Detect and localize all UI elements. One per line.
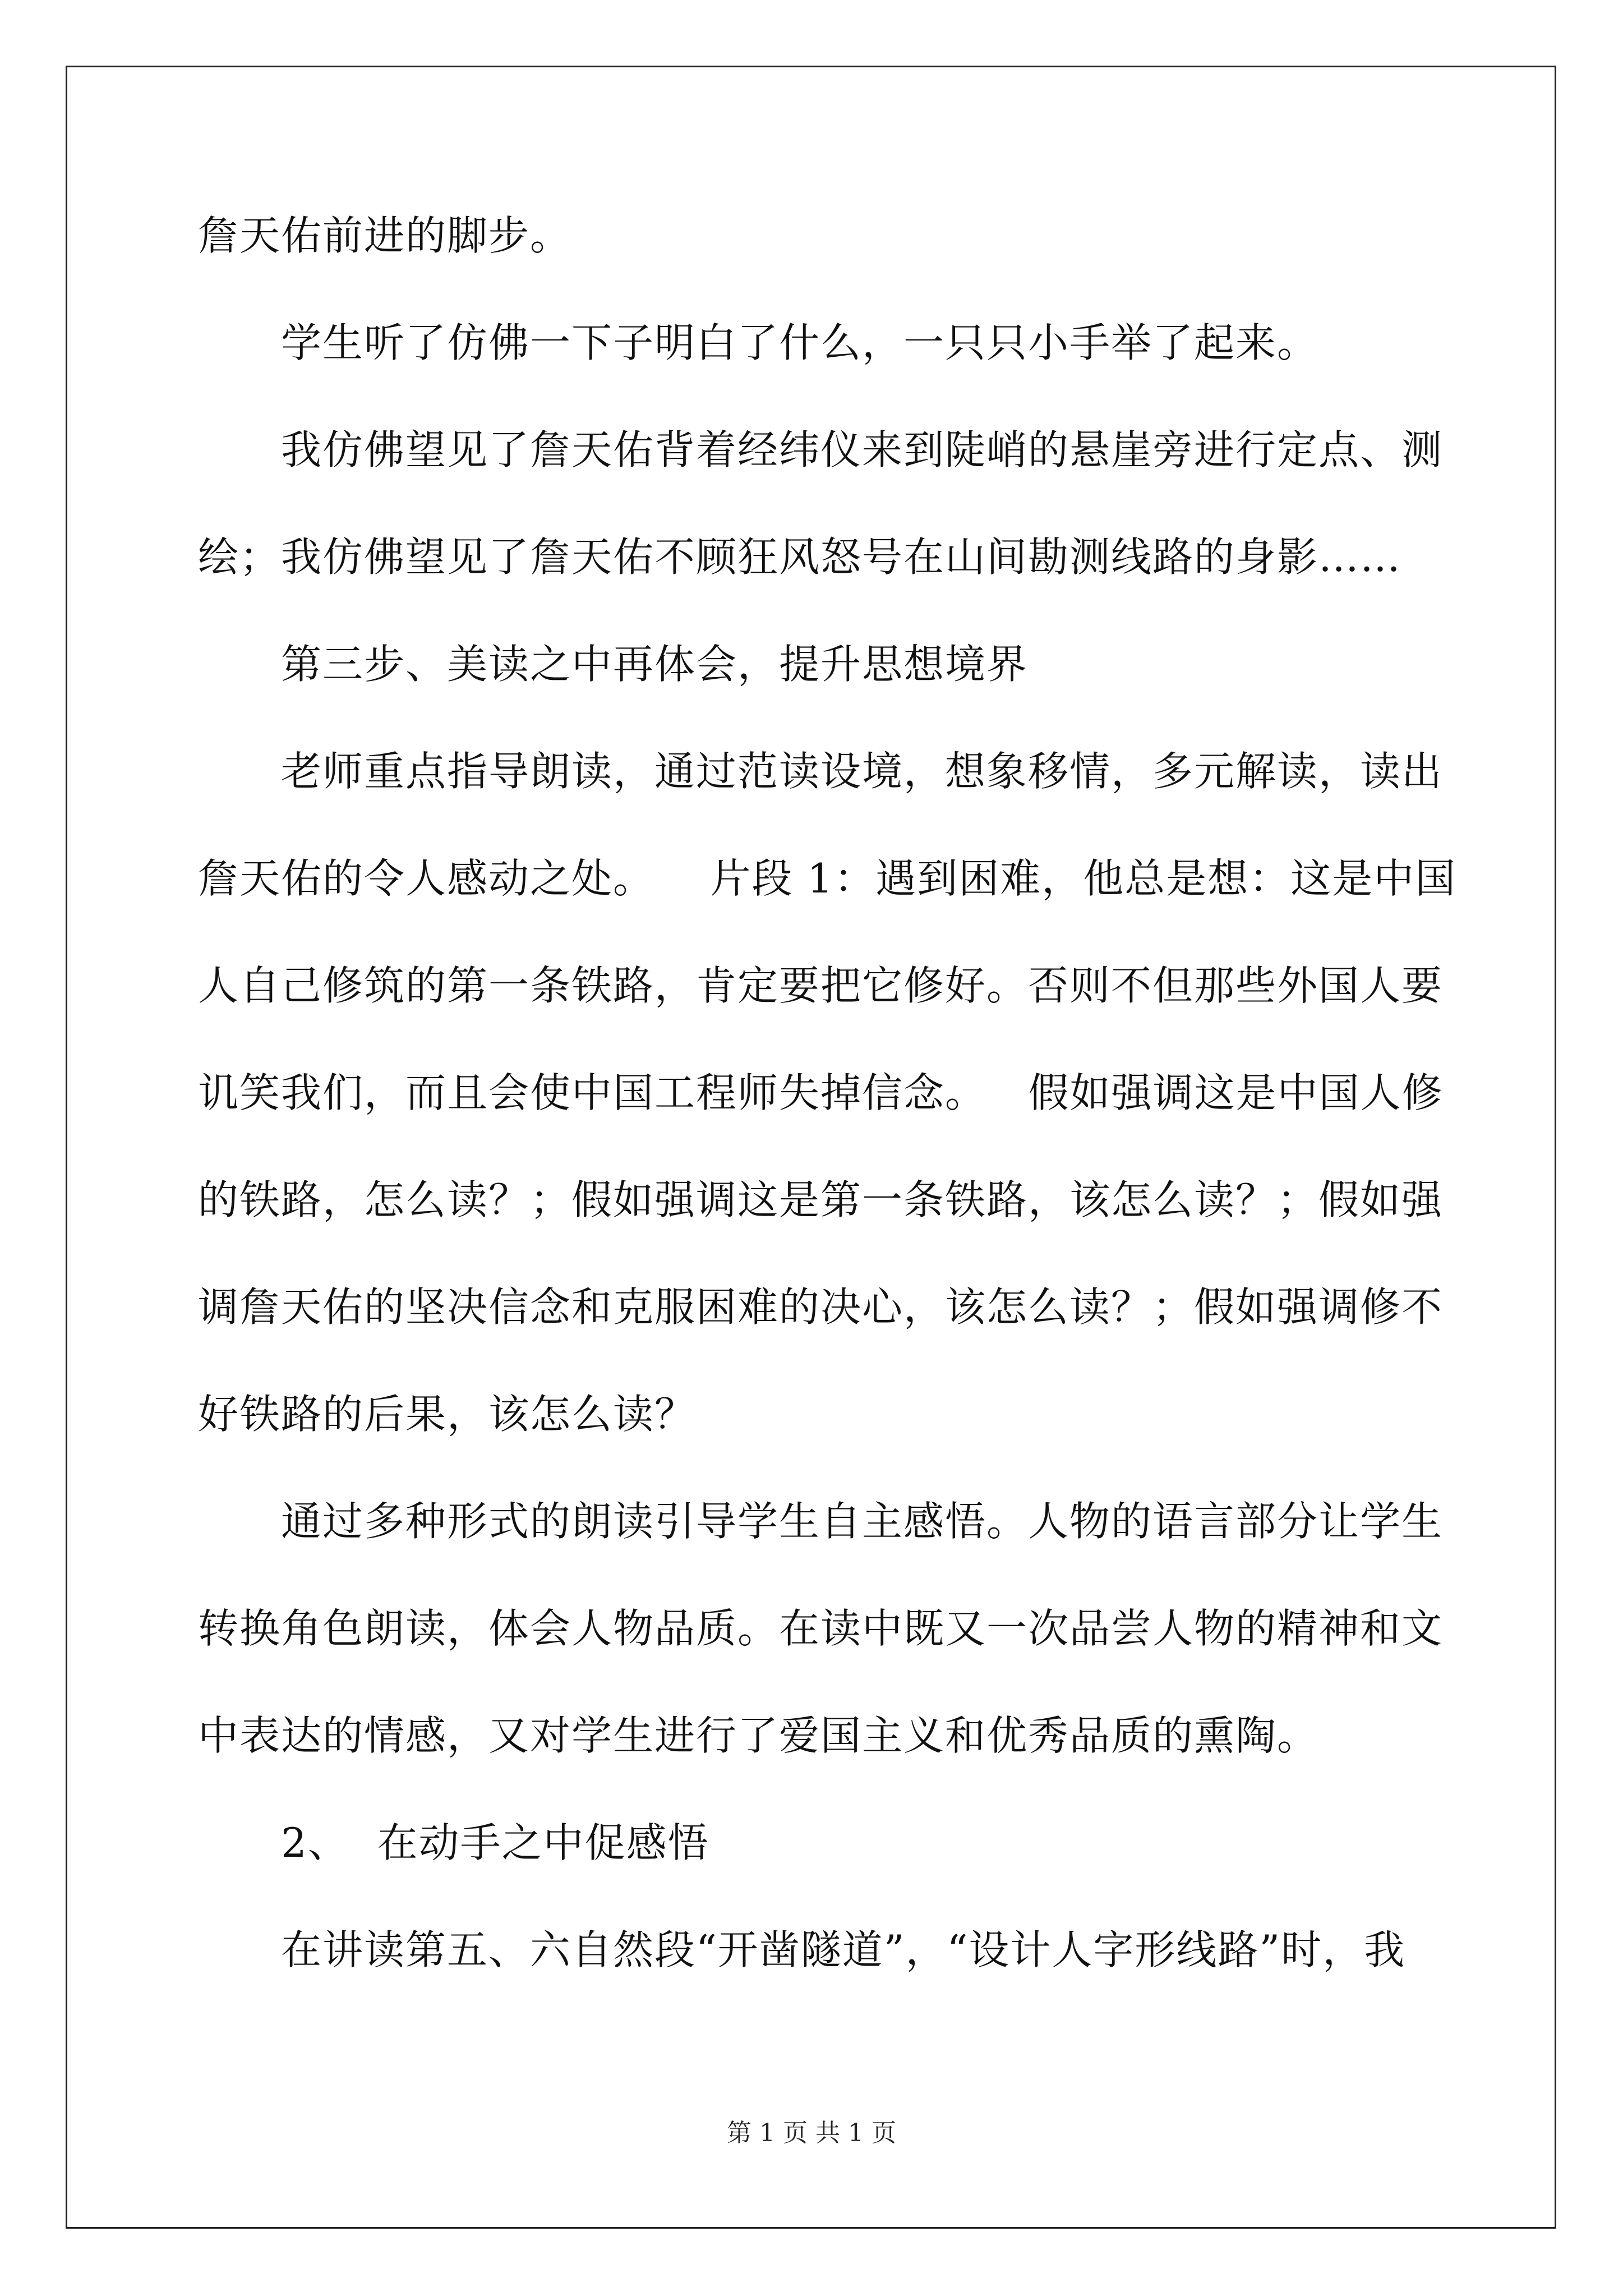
text-line: 讥笑我们，而且会使中国工程师失掉信念。 假如强调这是中国人修 — [198, 1069, 1444, 1116]
text-line: 转换角色朗读，体会人物品质。在读中既又一次品尝人物的精神和文 — [198, 1605, 1444, 1652]
text-line: 詹天佑的令人感动之处。 片段 1：遇到困难，他总是想：这是中国 — [198, 855, 1457, 902]
text-line: 詹天佑前进的脚步。 — [198, 212, 572, 259]
text-line: 通过多种形式的朗读引导学生自主感悟。人物的语言部分让学生 — [281, 1498, 1444, 1545]
text-line: 我仿佛望见了詹天佑背着经纬仪来到陡峭的悬崖旁进行定点、测 — [281, 426, 1444, 473]
text-line: 第三步、美读之中再体会，提升思想境界 — [281, 641, 1029, 688]
text-line: 中表达的情感，又对学生进行了爱国主义和优秀品质的熏陶。 — [198, 1712, 1319, 1759]
text-line: 人自己修筑的第一条铁路，肯定要把它修好。否则不但那些外国人要 — [198, 962, 1444, 1009]
text-line: 好铁路的后果，该怎么读？ — [198, 1391, 697, 1438]
text-line: 在讲读第五、六自然段“开凿隧道”，“设计人字形线路”时，我 — [281, 1926, 1406, 1973]
page-footer: 第 1 页 共 1 页 — [727, 2119, 896, 2147]
page-border — [66, 66, 1556, 2229]
text-line: 学生听了仿佛一下子明白了什么，一只只小手举了起来。 — [281, 319, 1319, 366]
text-line: 老师重点指导朗读，通过范读设境，想象移情，多元解读，读出 — [281, 748, 1444, 795]
text-line: 绘；我仿佛望见了詹天佑不顾狂风怒号在山间勘测线路的身影…… — [198, 533, 1402, 581]
text-line: 的铁路，怎么读？；假如强调这是第一条铁路，该怎么读？；假如强 — [198, 1176, 1444, 1223]
text-line: 调詹天佑的坚决信念和克服困难的决心，该怎么读？；假如强调修不 — [198, 1283, 1444, 1331]
section-heading: 2、 在动手之中促感悟 — [281, 1819, 709, 1866]
